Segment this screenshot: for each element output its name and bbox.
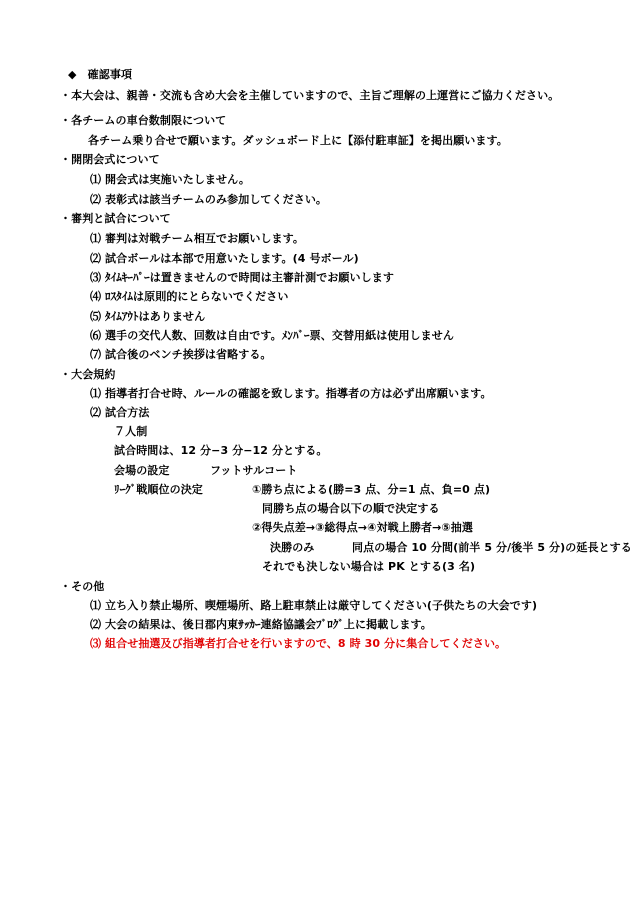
rules-league-rule-1: ①勝ち点による(勝=3 点、分=1 点、負=0 点) bbox=[252, 483, 491, 496]
section-title: ◆ 確認事項 bbox=[68, 68, 133, 81]
other-item-1: ⑴ 立ち入り禁止場所、喫煙場所、路上駐車禁止は厳守してください(子供たちの大会です) bbox=[90, 599, 538, 612]
vehicles-text: 各チーム乗り合せで願います。ダッシュボード上に【添付駐車証】を掲出願います。 bbox=[88, 134, 508, 147]
referee-item-1: ⑴ 審判は対戦チーム相互でお願いします。 bbox=[90, 232, 304, 245]
rules-item-2: ⑵ 試合方法 bbox=[90, 406, 150, 419]
rules-format: ７人制 bbox=[114, 425, 148, 438]
rules-final-rule: 同点の場合 10 分間(前半 5 分/後半 5 分)の延長とする bbox=[352, 541, 632, 554]
referee-heading: ・審判と試合について bbox=[60, 212, 171, 225]
rules-match-time: 試合時間は、12 分−3 分−12 分とする。 bbox=[114, 444, 328, 457]
referee-item-2: ⑵ 試合ボールは本部で用意いたします。(4 号ボール) bbox=[90, 252, 359, 265]
rules-item-1: ⑴ 指導者打合せ時、ルールの確認を致します。指導者の方は必ず出席願います。 bbox=[90, 387, 492, 400]
rules-final-pk: それでも決しない場合は PK とする(3 名) bbox=[262, 560, 476, 573]
other-heading: ・その他 bbox=[60, 580, 105, 593]
referee-item-6: ⑹ 選手の交代人数、回数は自由です。ﾒﾝﾊﾞｰ票、交替用紙は使用しません bbox=[90, 329, 454, 342]
ceremony-item-1: ⑴ 開会式は実施いたしません。 bbox=[90, 173, 250, 186]
rules-league-label: ﾘｰｸﾞ戦順位の決定 bbox=[114, 483, 203, 496]
referee-item-7: ⑺ 試合後のベンチ挨拶は省略する。 bbox=[90, 348, 272, 361]
rules-venue-label: 会場の設定 bbox=[114, 464, 170, 477]
intro-text: ・本大会は、親善・交流も含め大会を主催していますので、主旨ご理解の上運営にご協力ください。 bbox=[60, 89, 560, 102]
ceremony-item-2: ⑵ 表彰式は該当チームのみ参加してください。 bbox=[90, 193, 328, 206]
rules-venue-value: フットサルコート bbox=[210, 464, 298, 477]
other-item-2: ⑵ 大会の結果は、後日郡内東ｻｯｶｰ連絡協議会ﾌﾞﾛｸﾞ上に掲載します。 bbox=[90, 618, 432, 631]
referee-item-3: ⑶ ﾀｲﾑｷｰﾊﾟｰは置きませんので時間は主審計測でお願いします bbox=[90, 271, 394, 284]
other-notice: ⑶ 組合せ抽選及び指導者打合せを行いますので、8 時 30 分に集合してください。 bbox=[90, 637, 507, 650]
ceremony-heading: ・開閉会式について bbox=[60, 153, 160, 166]
rules-league-rule-2: 同勝ち点の場合以下の順で決定する bbox=[262, 502, 440, 515]
referee-item-4: ⑷ ﾛｽﾀｲﾑは原則的にとらないでください bbox=[90, 290, 289, 303]
rules-final-label: 決勝のみ bbox=[270, 541, 315, 554]
referee-item-5: ⑸ ﾀｲﾑｱｳﾄはありません bbox=[90, 310, 206, 323]
rules-heading: ・大会規約 bbox=[60, 368, 116, 381]
rules-league-rule-3: ②得失点差→③総得点→④対戦上勝者→⑤抽選 bbox=[252, 521, 474, 534]
vehicles-heading: ・各チームの車台数制限について bbox=[60, 114, 227, 127]
